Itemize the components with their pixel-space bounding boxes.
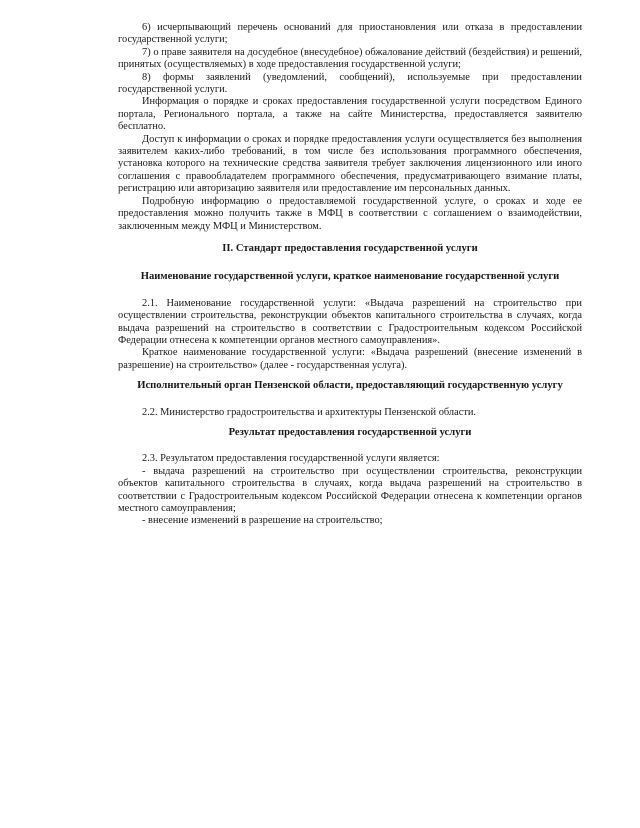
paragraph-2-1: 2.1. Наименование государственной услуги: «Выдача разрешений на строительство при осуществлении строительства, реконструкции объектов капитального строительства в случаях, когда выдача разрешений на строительство в соответствии с Градостроительным кодексом Российской Федерации отнесена к компетенции органов местного самоуправления».: [118, 297, 582, 346]
list-item-6: 6) исчерпывающий перечень оснований для приостановления или отказа в предоставлении государственной услуги;: [118, 22, 582, 46]
paragraph-2-2: 2.2. Министерство градостроительства и архитектуры Пензенской области.: [142, 406, 477, 418]
paragraph-mfc: Подробную информацию о предоставляемой государственной услуге, о сроках и ходе ее предоставления можно получить также в МФЦ в соответствии с соглашением о взаимодействии, заключенным между МФЦ и Министерством.: [118, 195, 582, 232]
list-item-8: 8) формы заявлений (уведомлений, сообщений), используемые при предоставлении государственной услуги.: [118, 71, 582, 96]
list-item-result-issue: - выдача разрешений на строительство при осуществлении строительства, реконструкции объектов капитального строительства в случаях, когда выдача разрешений на строительство в соответствии с Градостроительным кодексом Российской Федерации отнесена к компетенции органов местного самоуправления;: [118, 465, 582, 514]
list-item-result-amend: - внесение изменений в разрешение на строительство;: [142, 515, 383, 527]
paragraph-info-free: Информация о порядке и сроках предоставления государственной услуги посредством Единого портала, Регионального портала, а также на сайте Министерства, предоставляется заявителю бесплатно.: [118, 96, 582, 133]
paragraph-2-3: 2.3. Результатом предоставления государственной услуги является:: [142, 453, 440, 465]
subsection-title-name: Наименование государственной услуги, краткое наименование государственной услуги: [140, 271, 560, 283]
subsection-title-result: Результат предоставления государственной услуги: [228, 426, 472, 438]
section-title: II. Стандарт предоставления государственной услуги: [222, 242, 478, 254]
list-item-7: 7) о праве заявителя на досудебное (внесудебное) обжалование действий (бездействия) и решений, принятых (осуществляемых) в ходе предоставления государственной услуги;: [118, 46, 582, 71]
subsection-title-executive-body: Исполнительный орган Пензенской области, предоставляющий государственную услугу: [137, 380, 563, 392]
paragraph-access: Доступ к информации о сроках и порядке предоставления услуги осуществляется без выполнения заявителем каких-либо требований, в том числе без использования программного обеспечения, установка которого на технические средства заявителя требует заключения лицензионного или иного соглашения с правообладателем программного обеспечения, предусматривающего взимание платы, регистрацию или авторизацию заявителя или предоставление им персональных данных.: [118, 133, 582, 195]
paragraph-short-name: Краткое наименование государственной услуги: «Выдача разрешений (внесение изменений в разрешение) на строительство» (далее - государственная услуга).: [118, 347, 582, 371]
